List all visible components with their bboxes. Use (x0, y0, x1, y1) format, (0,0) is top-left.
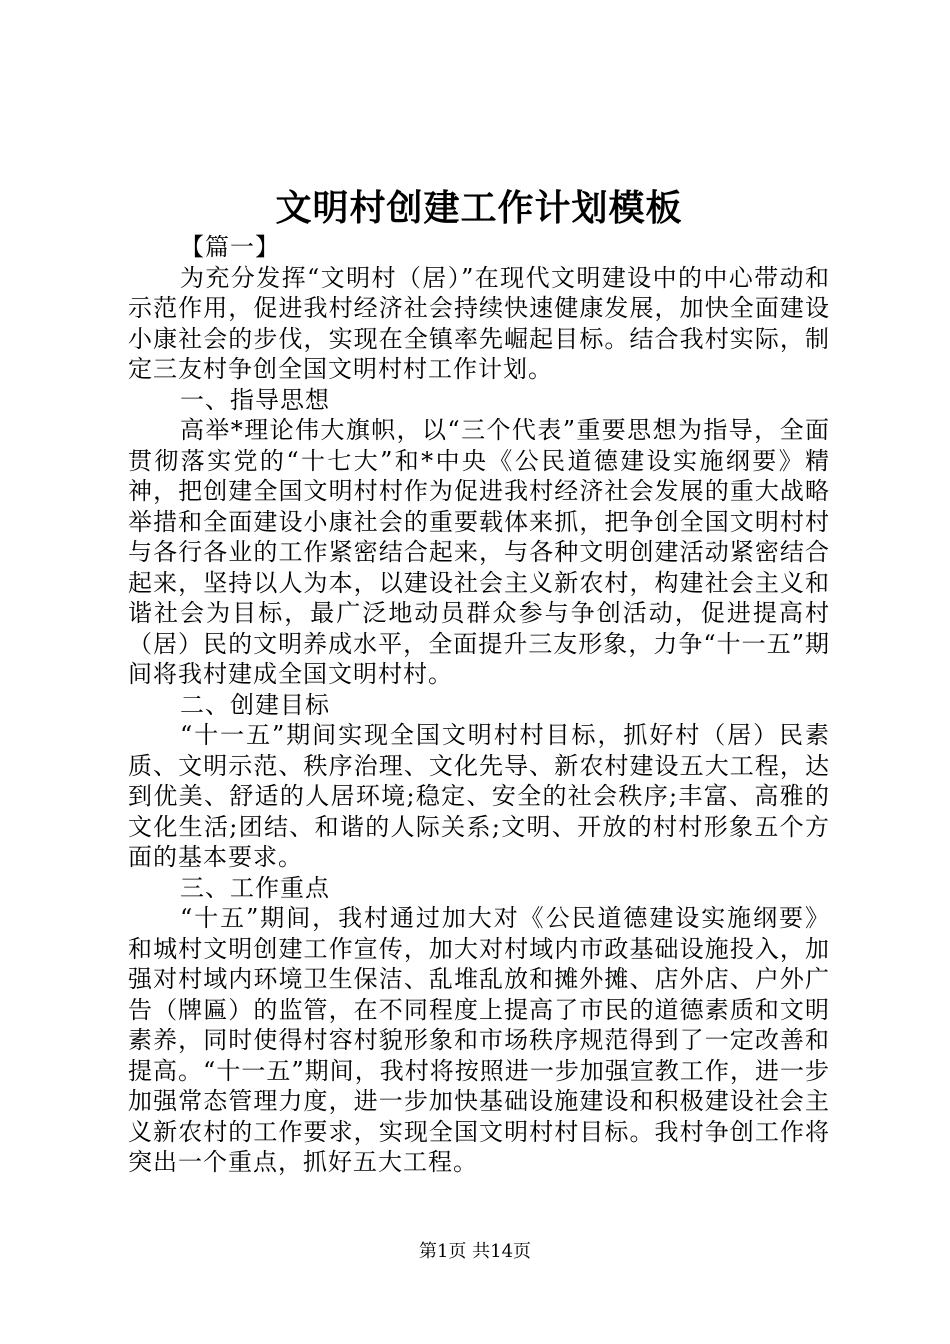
document-page (128, 0, 830, 1344)
page-footer: 第1页 共14页 (418, 1241, 532, 1262)
guiding-ideology-paragraph: 高举*理论伟大旗帜，以“三个代表”重要思想为指导，全面贯彻落实党的“十七大”和*中央《公民道德建设实施纲要》精神，把创建全国文明村村作为促进我村经济社会发展的重大战略举措和全面建设小康社会的重要载体来抓，把争创全国文明村村与各行各业的工作紧密结合起来，与各种文明创建活动紧密结合起来，坚持以人为本，以建设社会主义新农村，构建社会主义和谐社会为目标，最广泛地动员群众参与争创活动，促进提高村（居）民的文明养成水平，全面提升三友形象，力争“十一五”期间将我村建成全国文明村村。 (128, 416, 830, 688)
goals-paragraph: “十一五”期间实现全国文明村村目标，抓好村（居）民素质、文明示范、秩序治理、文化先导、新农村建设五大工程，达到优美、舒适的人居环境;稳定、安全的社会秩序;丰富、高雅的文化生活;团结、和谐的人际关系;文明、开放的村村形象五个方面的基本要求。 (128, 721, 830, 871)
key-work-paragraph: “十五”期间，我村通过加大对《公民道德建设实施纲要》和城村文明创建工作宣传，加大对村域内市政基础设施投入，加强对村域内环境卫生保洁、乱堆乱放和摊外摊、店外店、户外广告（牌匾）的监管，在不同程度上提高了市民的道德素质和文明素养，同时使得村容村貌形象和市场秩序规范得到了一定改善和提高。“十一五”期间，我村将按照进一步加强宣教工作，进一步加强常态管理力度，进一步加快基础设施建设和积极建设社会主义新农村的工作要求，实现全国文明村村目标。我村争创工作将突出一个重点，抓好五大工程。 (128, 904, 830, 1176)
section-label: 【篇一】 (180, 233, 280, 261)
section-heading-key-work: 三、工作重点 (180, 873, 330, 902)
section-heading-goals: 二、创建目标 (180, 690, 330, 719)
intro-paragraph: 为充分发挥“文明村（居）”在现代文明建设中的中心带动和示范作用，促进我村经济社会持续快速健康发展，加快全面建设小康社会的步伐，实现在全镇率先崛起目标。结合我村实际，制定三友村争创全国文明村村工作计划。 (128, 263, 830, 383)
document-title: 文明村创建工作计划模板 (275, 187, 683, 229)
section-heading-guiding-ideology: 一、指导思想 (180, 385, 330, 414)
document-body (128, 232, 830, 1178)
